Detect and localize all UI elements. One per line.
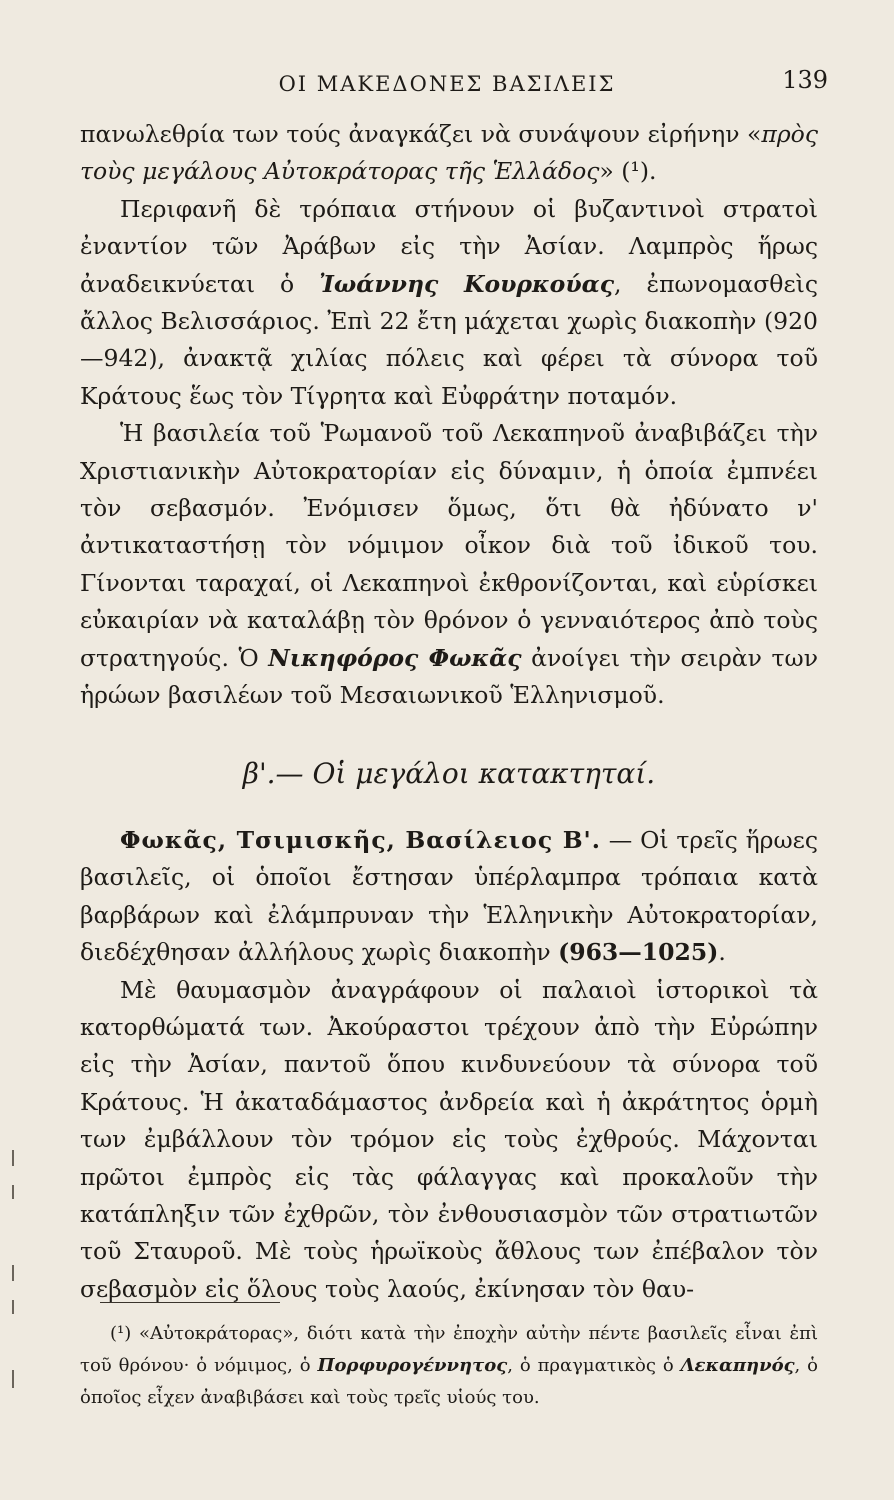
scan-edge-mark [12,1150,14,1166]
scan-edge-mark [12,1300,14,1314]
paragraph-3: Ἡ βασιλεία τοῦ Ῥωμανοῦ τοῦ Λεκαπηνοῦ ἀναβιβάζει τὴν Χριστιανικὴν Αὐτοκρατορίαν εἰς δύναμιν, ἡ ὁποία ἐμπνέει τὸν σεβασμόν. Ἐνόμισεν ὅμως, ὅτι θὰ ἠδύνατο ν' ἀντικαταστήσῃ τὸν νόμιμον οἶκον διὰ τοῦ ἰδικοῦ του. Γίνονται ταραχαί, οἱ Λεκαπηνοὶ ἐκθρονίζονται, καὶ εὑρίσκει εὐκαιρίαν νὰ καταλάβῃ τὸν θρόνον ὁ γενναιότερος ἀπὸ τοὺς στρατηγούς. Ὁ Νικηφόρος Φωκᾶς ἀνοίγει τὴν σειρὰν των ἡρώων βασιλέων τοῦ Μεσαιωνικοῦ Ἑλληνισμοῦ. [80,419,818,710]
emphasis-phrase: πρὸς τοὺς μεγάλους Αὐτοκράτορας τῆς Ἑλλάδος [80,120,818,186]
paragraph-4: Φωκᾶς, Τσιμισκῆς, Βασίλειος Β'. — Οἱ τρεῖς ἥρωες βασιλεῖς, οἱ ὁποῖοι ἔστησαν ὑπέρλαμπρα τρόπαια κατὰ βαρβάρων καὶ ἐλάμπρυναν τὴν Ἑλληνικὴν Αὐτοκρατορίαν, διεδέχθησαν ἀλλήλους χωρὶς διακοπὴν (963—1025). [80,825,818,967]
footnote-text: (¹) «Αὐτοκράτορας», διότι κατὰ τὴν ἐποχὴν αὐτὴν πέντε βασιλεῖς εἶναι ἐπὶ τοῦ θρόνου· ὁ νόμιμος, ὁ Πορφυρογέννητος, ὁ πραγματικὸς ὁ Λεκαπηνός, ὁ ὁποῖος εἶχεν ἀναβιβάσει καὶ τοὺς τρεῖς υἱούς του. [80,1323,819,1408]
page-header [0,66,894,106]
person-name-kourkouas: Ἰωάννης Κουρκούας [319,269,615,298]
section-heading: β'.— Οἱ μεγάλοι κατακτηταί. [242,756,656,790]
scan-edge-mark [12,1370,14,1388]
paragraph-2: Περιφανῆ δὲ τρόπαια στήνουν οἱ βυζαντινοὶ στρατοὶ ἐναντίον τῶν Ἀράβων εἰς τὴν Ἀσίαν. Λαμπρὸς ἥρως ἀναδεικνύεται ὁ Ἰωάννης Κουρκούας, ἐπωνομασθεὶς ἄλλος Βελισσάριος. Ἐπὶ 22 ἔτη μάχεται χωρὶς διακοπὴν (920—942), ἀνακτᾷ χιλίας πόλεις καὶ φέρει τὰ σύνορα τοῦ Κράτους ἕως τὸν Τίγρητα καὶ Εὐφράτην ποταμόν. [80,194,818,410]
reign-years: (963—1025) [558,938,719,967]
footnote [80,1318,818,1414]
scan-edge-mark [12,1265,14,1281]
page-number: 139 [782,66,828,94]
scan-edge-mark [12,1185,14,1199]
person-name-phokas: Νικηφόρος Φωκᾶς [268,643,522,672]
running-title: ΟΙ ΜΑΚΕΔΟΝΕΣ ΒΑΣΙΛΕΙΣ [278,72,616,96]
paragraph-5: Μὲ θαυμασμὸν ἀναγράφουν οἱ παλαιοὶ ἱστορικοὶ τὰ κατορθώματά των. Ἀκούραστοι τρέχουν ἀπὸ τὴν Εὐρώπην εἰς τὴν Ἀσίαν, παντοῦ ὅπου κινδυνεύουν τὰ σύνορα τοῦ Κράτους. Ἡ ἀκαταδάμαστος ἀνδρεία καὶ ἡ ἀκράτητος ὁρμὴ των ἐμβάλλουν τὸν τρόμον εἰς τοὺς ἐχθρούς. Μάχονται πρῶτοι ἐμπρὸς εἰς τὰς φάλαγγας καὶ προκαλοῦν τὴν κατάπληξιν τῶν ἐχθρῶν, τὸν ἐνθουσιασμὸν τῶν στρατιωτῶν τοῦ Σταυροῦ. Μὲ τοὺς ἡρωϊκοὺς ἄθλους των ἐπέβαλον τὸν σεβασμὸν εἰς ὅλους τοὺς λαούς, ἐκίνησαν τὸν θαυ- [80,975,818,1303]
footnote-rule [100,1302,280,1303]
main-text [80,116,818,1308]
emperor-names: Φωκᾶς, Τσιμισκῆς, Βασίλειος Β'. [120,825,601,854]
paragraph-1: πανωλεθρία των τούς ἀναγκάζει νὰ συνάψουν εἰρήνην «πρὸς τοὺς μεγάλους Αὐτοκράτορας τῆς Ἑλλάδος» (¹). [80,120,818,186]
